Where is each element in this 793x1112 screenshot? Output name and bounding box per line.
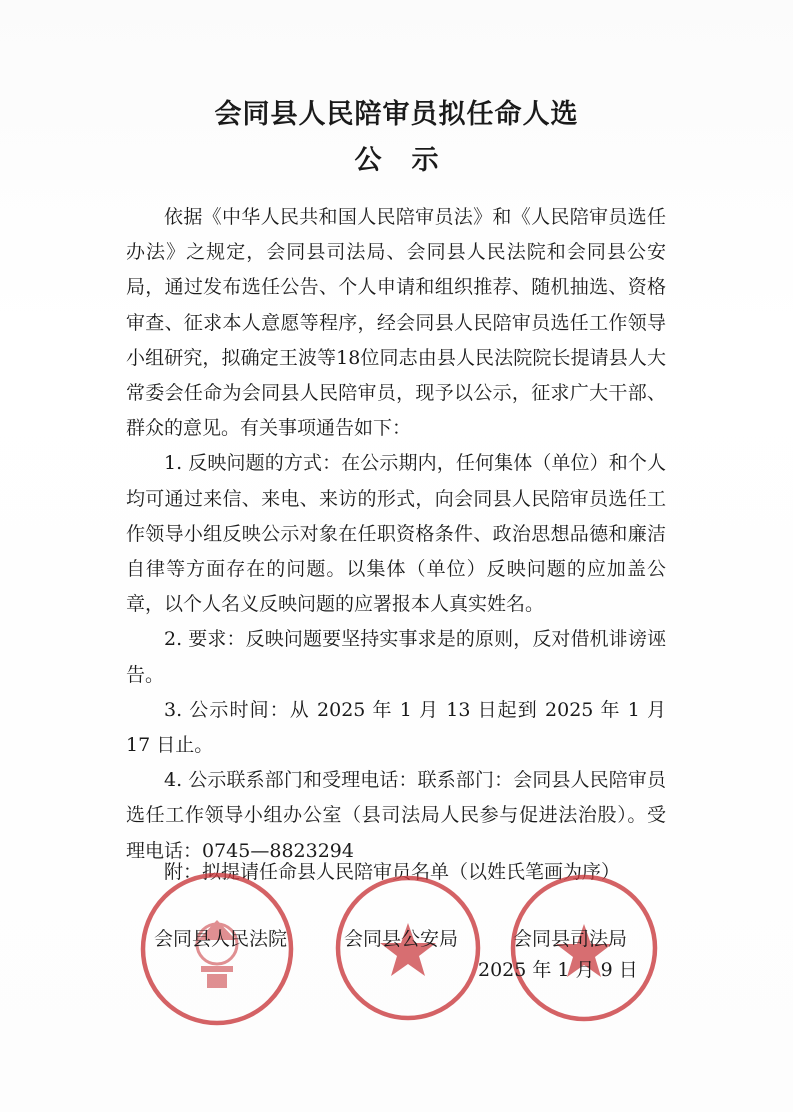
document-title: 会同县人民陪审员拟任命人选: [214, 99, 579, 130]
issue-date: 2025 年 1 月 9 日: [478, 959, 638, 981]
document-subtitle: 公示: [354, 145, 469, 176]
signature-justice-bureau: 会同县司法局: [513, 928, 628, 950]
signature-court: 会同县人民法院: [154, 928, 288, 950]
document-body: [126, 200, 666, 869]
item-contact: 4. 公示联系部门和受理电话：联系部门：会同县人民陪审员选任工作领导小组办公室（县司法局人民参与促进法治股）。受理电话：0745—8823294: [126, 769, 666, 862]
item-report-method: 1. 反映问题的方式：在公示期内，任何集体（单位）和个人均可通过来信、来电、来访的形式，向会同县人民陪审员选任工作领导小组反映公示对象在任职资格条件、政治思想品德和廉洁自律等方面存在的问题。以集体（单位）反映问题的应加盖公章，以个人名义反映问题的应署报本人真实姓名。: [126, 452, 666, 616]
intro-paragraph: 依据《中华人民共和国人民陪审员法》和《人民陪审员选任办法》之规定，会同县司法局、会同县人民法院和会同县公安局，通过发布选任公告、个人申请和组织推荐、随机抽选、资格审查、征求本人意愿等程序，经会同县人民陪审员选任工作领导小组研究，拟确定王波等18位同志由县人民法院院长提请县人大常委会任命为会同县人民陪审员，现予以公示，征求广大干部、群众的意见。有关事项通告如下：: [126, 206, 666, 440]
item-requirement: 2. 要求：反映问题要坚持实事求是的原则，反对借机诽谤诬告。: [126, 628, 666, 686]
item-publicity-period: 3. 公示时间：从 2025 年 1 月 13 日起到 2025 年 1 月 17 日止。: [126, 698, 666, 757]
annex-note: 附：拟提请任命县人民陪审员名单（以姓氏笔画为序）: [164, 861, 621, 883]
signature-police: 会同县公安局: [344, 928, 459, 950]
